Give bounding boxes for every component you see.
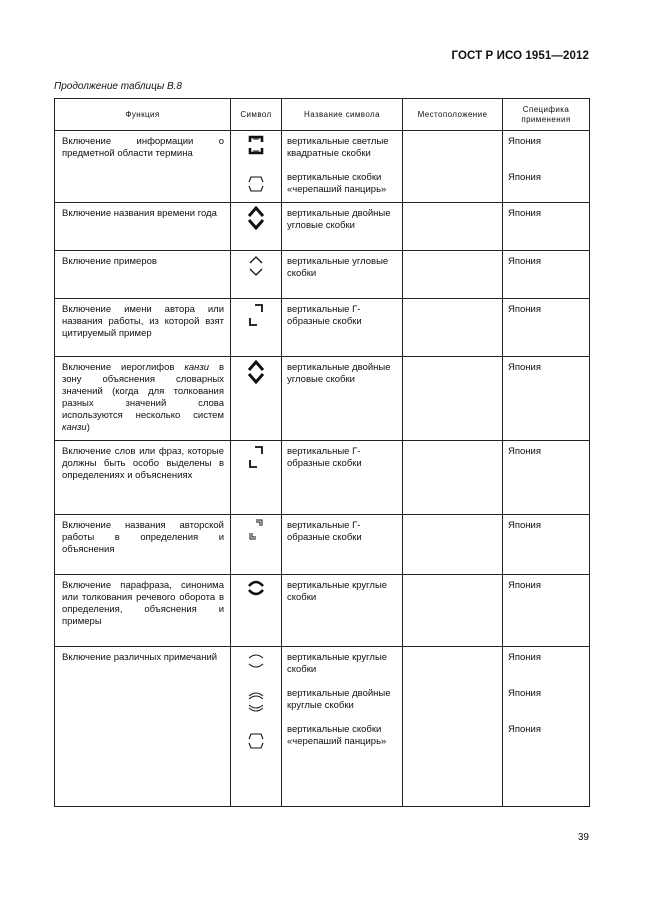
location-value [408, 446, 497, 470]
symbol-cell [231, 299, 282, 357]
usage-value: Япония [508, 520, 541, 531]
symbol-name: вертикальные скобки «черепаший панцирь» [287, 172, 387, 195]
usage-value: Япония [508, 172, 541, 183]
usage-cell [503, 647, 590, 807]
symbol-name: вертикальные скобки «черепаший панцирь» [287, 724, 387, 747]
symbol-entry [231, 299, 281, 328]
vertical-white-corner-brackets-icon [246, 518, 266, 544]
column-header-symbol: Символ [231, 99, 282, 131]
table-caption: Продолжение таблицы В.8 [54, 81, 182, 92]
symbol-name: вертикальные Г-образные скобки [287, 304, 362, 327]
table-row [55, 647, 590, 807]
symbol-name-cell [282, 647, 403, 807]
usage-cell [503, 357, 590, 441]
standard-designation: ГОСТ Р ИСО 1951—2012 [451, 50, 589, 62]
symbol-cell [231, 357, 282, 441]
usage-cell [503, 515, 590, 575]
function-cell: Включение имени автора или названия работы, из которой взят цитируемый пример [55, 299, 231, 357]
symbol-cell [231, 251, 282, 299]
column-header-function: Функция [55, 99, 231, 131]
symbol-name: вертикальные двойные угловые скобки [287, 362, 391, 385]
symbol-entry [231, 203, 281, 230]
function-cell: Включение слов или фраз, которые должны быть особо выделены в определениях и объяснениях [55, 441, 231, 515]
location-value [408, 172, 497, 196]
symbol-cell [231, 575, 282, 647]
symbol-name: вертикальные светлые квадратные скобки [287, 136, 389, 159]
symbol-cell [231, 203, 282, 251]
location-value [408, 520, 497, 544]
location-value [408, 362, 497, 386]
usage-cell [503, 251, 590, 299]
symbol-cell [231, 131, 282, 203]
usage-value: Япония [508, 304, 541, 315]
usage-value: Япония [508, 652, 541, 663]
vertical-double-round-brackets-icon [246, 689, 266, 715]
symbol-name: вертикальные Г-образные скобки [287, 520, 362, 543]
vertical-corner-brackets-icon [246, 302, 266, 328]
bold-vertical-round-brackets-icon [246, 578, 266, 598]
function-text: Включение иероглифов [62, 362, 185, 373]
location-value [408, 256, 497, 280]
location-value [408, 724, 497, 748]
vertical-tortoise-shell-brackets-icon [247, 173, 265, 195]
usage-cell [503, 441, 590, 515]
usage-value: Япония [508, 688, 541, 699]
vertical-round-brackets-icon [246, 650, 266, 672]
usage-value: Япония [508, 580, 541, 591]
symbol-name: вертикальные двойные круглые скобки [287, 688, 391, 711]
function-cell: Включение парафраза, синонима или толкования речевого оборота в определения, объяснения и примеры [55, 575, 231, 647]
table-row [55, 251, 590, 299]
usage-value: Япония [508, 208, 541, 219]
table-row [55, 131, 590, 203]
symbol-name-cell [282, 299, 403, 357]
function-text: ) [86, 422, 90, 433]
bold-vertical-double-angle-brackets-icon [247, 206, 265, 230]
location-value [408, 652, 497, 676]
symbol-name: вертикальные угловые скобки [287, 256, 389, 279]
location-cell [403, 357, 503, 441]
symbol-name-cell [282, 441, 403, 515]
symbol-entry [231, 686, 281, 715]
vertical-corner-brackets-icon [246, 444, 266, 470]
function-cell: Включение примеров [55, 251, 231, 299]
symbol-name-cell [282, 575, 403, 647]
table-row [55, 575, 590, 647]
symbol-entry [231, 575, 281, 602]
usage-value: Япония [508, 362, 541, 373]
italic-term: канзи [184, 362, 210, 373]
column-header-usage: Специфика применения [503, 99, 590, 131]
usage-cell [503, 575, 590, 647]
function-cell: Включение различных примечаний [55, 647, 231, 807]
symbol-cell [231, 647, 282, 807]
function-text: в зону объяснения словарных значений (когда для толкования разных значений слова используются несколько систем [62, 362, 224, 421]
usage-value: Япония [508, 136, 541, 147]
table-row [55, 441, 590, 515]
location-value [408, 580, 497, 604]
symbol-name-cell [282, 357, 403, 441]
page-number: 39 [577, 832, 589, 843]
symbol-name: вертикальные круглые скобки [287, 652, 388, 675]
usage-cell [503, 131, 590, 203]
bold-vertical-white-square-brackets-icon [247, 134, 265, 156]
table-row [55, 299, 590, 357]
symbol-entry [231, 441, 281, 470]
usage-value: Япония [508, 256, 541, 267]
location-cell [403, 575, 503, 647]
symbol-name: вертикальные круглые скобки [287, 580, 388, 603]
symbol-entry [231, 357, 281, 384]
symbol-entry [231, 515, 281, 544]
location-value [408, 136, 497, 160]
symbol-entry [231, 131, 281, 158]
symbol-name: вертикальные Г-образные скобки [287, 446, 362, 469]
location-cell [403, 647, 503, 807]
symbol-entry [231, 170, 281, 197]
function-cell: Включение информации о предметной области термина [55, 131, 231, 203]
symbol-name: вертикальные двойные угловые скобки [287, 208, 391, 231]
symbol-name-cell [282, 251, 403, 299]
symbols-table [54, 98, 590, 807]
function-cell: Включение названия времени года [55, 203, 231, 251]
usage-value: Япония [508, 446, 541, 457]
location-cell [403, 515, 503, 575]
location-value [408, 304, 497, 328]
bold-vertical-double-angle-brackets-icon [247, 360, 265, 384]
location-cell [403, 131, 503, 203]
table-row [55, 203, 590, 251]
symbol-cell [231, 515, 282, 575]
location-cell [403, 441, 503, 515]
location-cell [403, 251, 503, 299]
symbol-name-cell [282, 131, 403, 203]
table-header-row [55, 99, 590, 131]
location-value [408, 688, 497, 712]
table-row [55, 515, 590, 575]
column-header-location: Местоположение [403, 99, 503, 131]
symbol-name-cell [282, 203, 403, 251]
symbol-entry [231, 251, 281, 278]
table-row [55, 357, 590, 441]
symbol-cell [231, 441, 282, 515]
location-value [408, 208, 497, 232]
usage-cell [503, 299, 590, 357]
vertical-angle-brackets-icon [247, 254, 265, 278]
usage-value: Япония [508, 724, 541, 735]
italic-term: канзи [62, 422, 87, 433]
vertical-tortoise-shell-brackets-icon [247, 730, 265, 752]
location-cell [403, 299, 503, 357]
function-cell [55, 357, 231, 441]
location-cell [403, 203, 503, 251]
symbol-name-cell [282, 515, 403, 575]
symbol-entry [231, 647, 281, 674]
symbol-entry [231, 727, 281, 754]
usage-cell [503, 203, 590, 251]
column-header-symbol-name: Название символа [282, 99, 403, 131]
function-cell: Включение названия авторской работы в определения и объяснения [55, 515, 231, 575]
